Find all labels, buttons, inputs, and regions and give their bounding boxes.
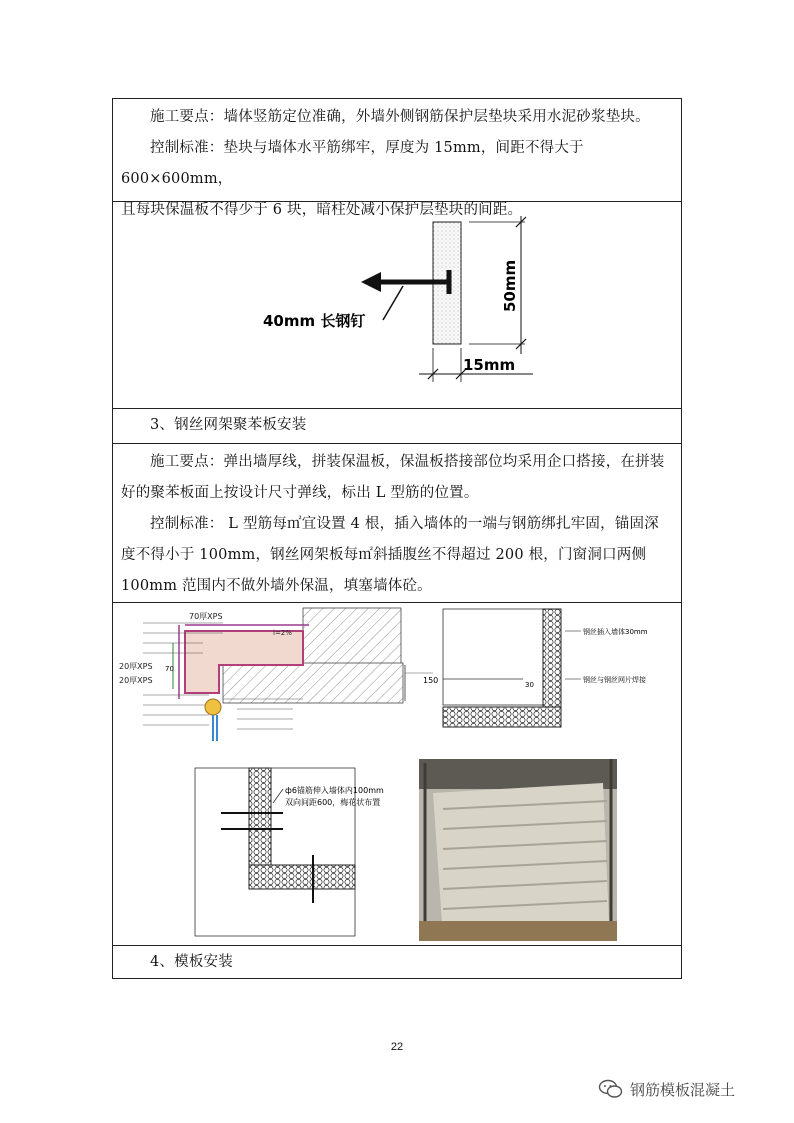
window-frame-anchor: [205, 699, 221, 715]
corner-detail-drawing: [119, 608, 438, 741]
site-photo: [419, 759, 617, 941]
section3-points: 施工要点：弹出墙厚线，拼装保温板，保温板搭接部位均采用企口搭接，在拼装好的聚苯板面上按设计尺寸弹线，标出 L 型筋的位置。: [121, 454, 665, 501]
anchor-note-line1: ф6锚筋伸入墙体内100mm: [285, 786, 384, 795]
nail-leader: [383, 286, 403, 320]
section1-cell: [112, 99, 682, 218]
document-table: [112, 98, 682, 979]
anchor-insulation-horizontal: [249, 865, 355, 889]
anchor-note-line2: 双向间距600，梅花状布置: [285, 798, 381, 807]
slope-label: i=2%: [273, 629, 292, 637]
xps20-label-a: 20厚XPS: [119, 662, 153, 671]
section3-heading-cell: [112, 409, 682, 444]
figures-panel: [113, 603, 681, 945]
section4-heading: 4、模板安装: [150, 954, 233, 970]
page-number: 22: [390, 1041, 404, 1053]
figure1-cell: [112, 202, 682, 409]
watermark-text: 钢筋模板混凝土: [630, 1080, 736, 1099]
insert-label: 钢丝插入墙体30mm: [583, 628, 648, 636]
concrete-wall-hatch: [223, 663, 403, 703]
wall-section-drawing: [443, 609, 648, 727]
anchor-detail-drawing: [195, 768, 384, 936]
xps70-label: 70厚XPS: [189, 612, 223, 621]
section1-points: 施工要点：墙体竖筋定位准确，外墙外侧钢筋保护层垫块采用水泥砂浆垫块。: [150, 109, 650, 125]
section3-standard: 控制标准： L 型筋每㎡宜设置 4 根，插入墙体的一端与钢筋绑扎牢固，锚固深度不得小于 100mm，钢丝网架板每㎡斜插腹丝不得超过 200 根，门窗洞口两侧 100mm 范围内不做外墙外保温，填塞墙体砼。: [121, 516, 659, 594]
dim-70-label: 70: [165, 665, 174, 673]
wechat-icon: [598, 1078, 624, 1100]
height-label: 50mm: [501, 259, 519, 312]
nail-spacer-diagram: [113, 202, 681, 408]
width-label: 15mm: [463, 356, 516, 374]
section4-heading-cell: [112, 946, 682, 979]
wall-concrete-body: [443, 609, 543, 705]
figures-cell: [112, 603, 682, 946]
nail-label: 40mm 长钢钉: [263, 312, 366, 330]
nail-arrow-icon: [361, 272, 381, 292]
section1-standard-line2: 且每块保温板不得少于 6 块，暗柱处减小保护层垫块的间距。: [121, 202, 523, 218]
section3-heading: 3、钢丝网架聚苯板安装: [150, 417, 307, 433]
watermark: [598, 1076, 735, 1102]
dim-30-label: 30: [525, 681, 534, 689]
section1-standard-line1: 控制标准：垫块与墙体水平筋绑牢，厚度为 15mm，间距不得大于 600×600mm，: [121, 140, 584, 187]
insulation-horizontal-strip: [443, 707, 561, 727]
weld-label: 钢丝与钢丝网片焊接: [583, 676, 646, 684]
section3-text-cell: [112, 444, 682, 603]
w150-label: 150: [423, 676, 439, 685]
xps20-label-b: 20厚XPS: [119, 676, 153, 685]
anchor-insulation-vertical: [249, 768, 271, 868]
